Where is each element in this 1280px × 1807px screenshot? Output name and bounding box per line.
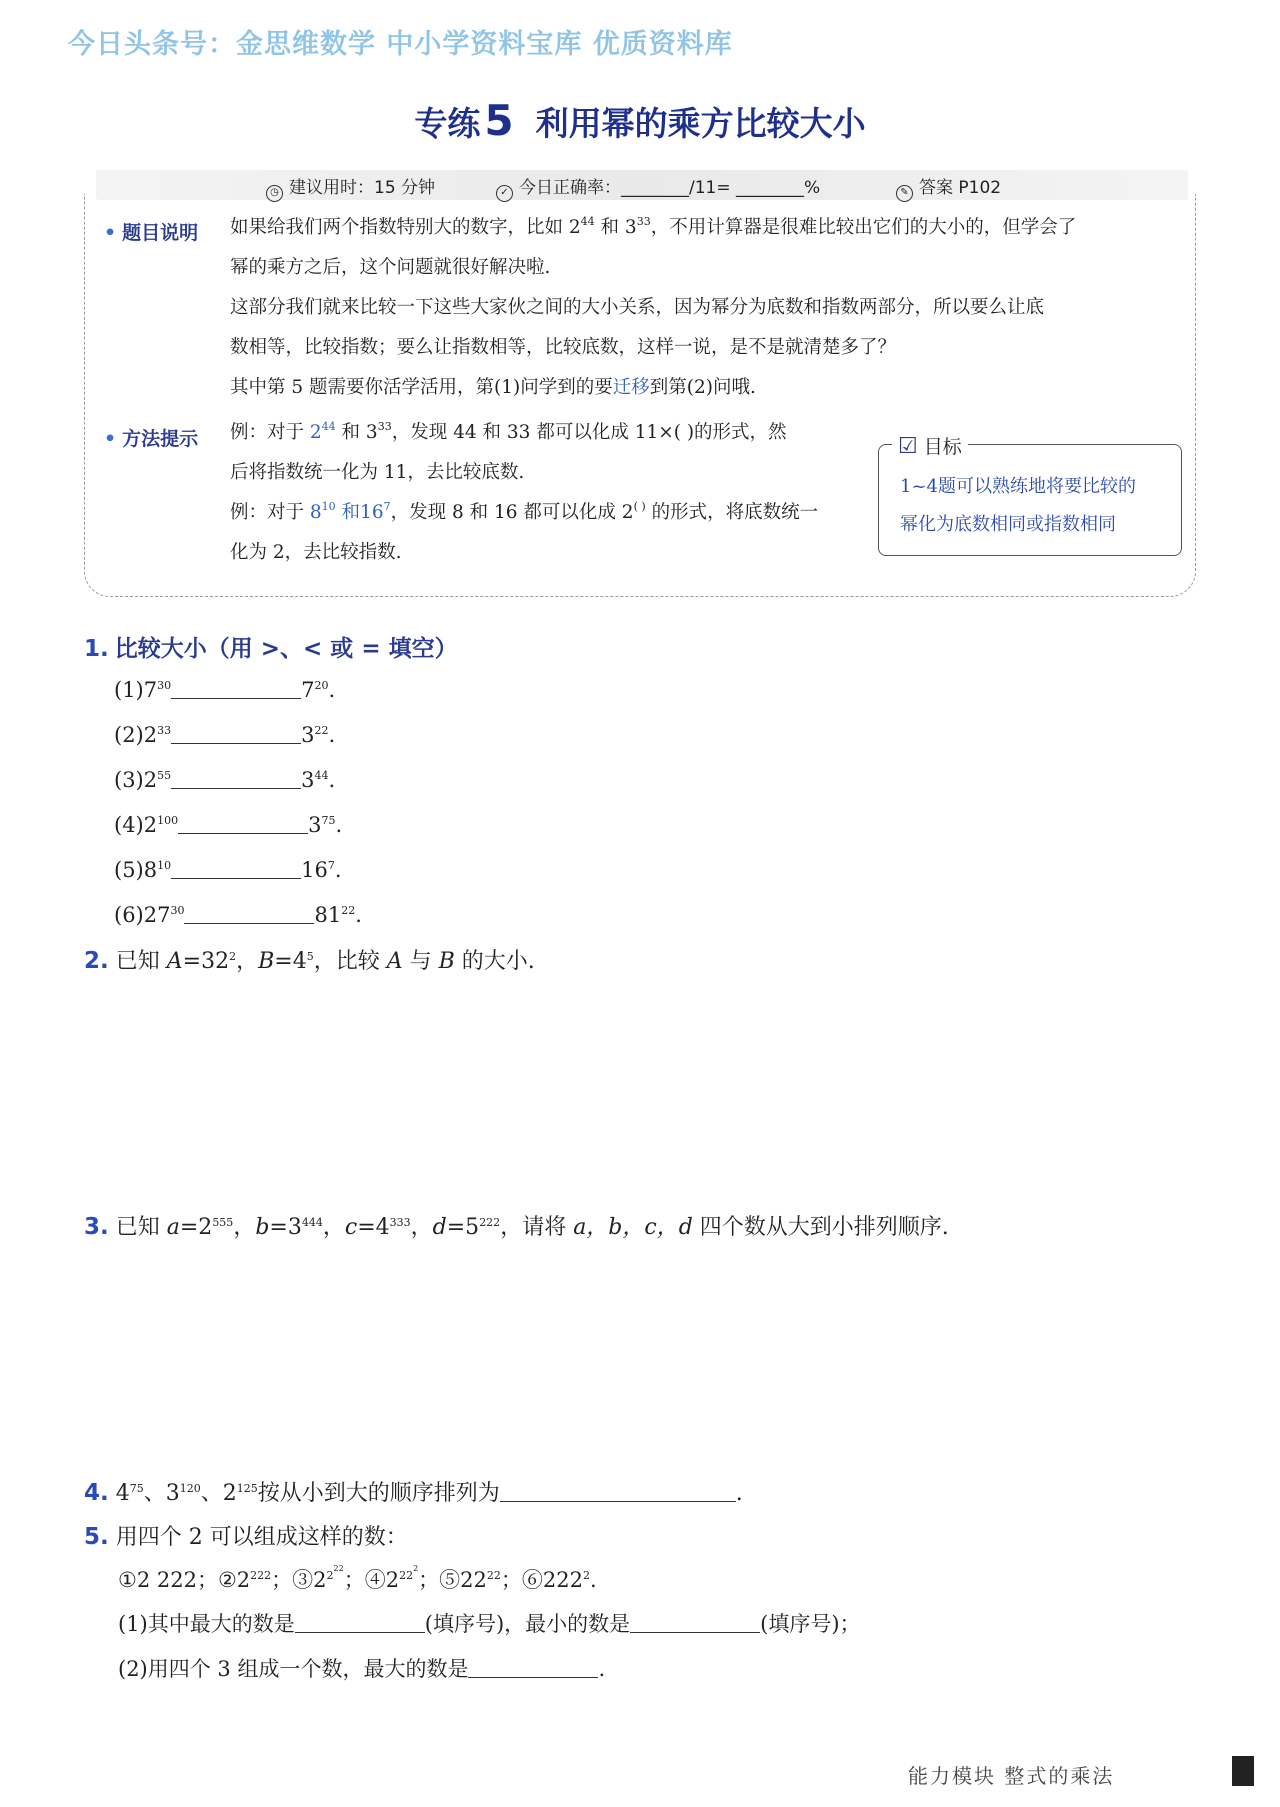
check-circle-icon: ✓ — [496, 185, 513, 202]
q5-sub-2: (2)用四个 3 组成一个数，最大的数是 . — [118, 1657, 606, 1681]
q5-number-list: ①2 222；$②2^{222}$；$③2^{2^{22}}$；$④2^{22^2}$；$⑤22^{22}$；$⑥222^2$. — [118, 1564, 597, 1592]
goal-text: 1~4题可以熟练地将要比较的 幂化为底数相同或指数相同 — [900, 476, 1136, 535]
goal-title: ☑ 目标 — [892, 432, 968, 459]
q1-item-4: $(4)2^{100}$ $3^{75}$. — [114, 813, 343, 837]
watermark: 今日头条号：金思维数学 中小学资料宝库 优质资料库 — [68, 29, 733, 60]
pen-icon: ✎ — [896, 185, 913, 202]
q1-item-6: $(6)27^{30}$ $81^{22}$. — [114, 903, 362, 927]
title-prefix: 专练 — [414, 104, 481, 143]
q1-item-1: $(1)7^{30}$ $7^{20}$. — [114, 678, 336, 702]
page-title — [0, 96, 1280, 145]
answer-blank[interactable] — [171, 768, 301, 789]
question-4: 4. $4^{75}$、$3^{120}$、$2^{125}$按从小到大的顺序排列为 . — [84, 1480, 743, 1506]
question-1-header: 1. 比较大小（用 >、< 或 = 填空） — [84, 636, 458, 662]
title-text: 利用幂的乘方比较大小 — [535, 104, 866, 143]
answer-blank[interactable] — [171, 723, 301, 744]
answer-page: ✎ 答案 P102 — [896, 173, 1001, 202]
q1-item-2: $(2)2^{33}$ $3^{22}$. — [114, 723, 336, 747]
question-5-header: 5. 用四个 2 可以组成这样的数： — [84, 1524, 408, 1550]
clock-icon: ◷ — [266, 185, 283, 202]
footer-module: 能力模块 整式的乘法 — [908, 1764, 1115, 1788]
page-corner-mark — [1232, 1756, 1254, 1786]
answer-blank[interactable] — [171, 678, 301, 699]
question-2: 2. 已知 $A=32^2$，$B=4^5$，比较 A 与 B 的大小. — [84, 948, 535, 974]
method-hint: 例：对于 $2^{44}$ 和 $3^{33}$，发现 44 和 33 都可以化成 11×( )的形式，然 后将指数统一化为 11，去比较底数. 例：对于 $8^{10}$ 和$16^7$，发现 8 和 16 都可以化成 2( ) 的形式，将底数统一 化为 2，去比较指数. — [230, 420, 819, 563]
answer-blank[interactable] — [178, 813, 308, 834]
answer-blank[interactable] — [500, 1481, 736, 1502]
answer-blank[interactable] — [184, 903, 314, 924]
answer-blank[interactable] — [468, 1657, 598, 1678]
intro-description: 如果给我们两个指数特别大的数字，比如 $2^{44}$ 和 $3^{33}$，不用计算器是很难比较出它们的大小的，但学会了 幂的乘方之后，这个问题就很好解决啦. 这部分我们就来比较一下这些大家伙之间的大小关系，因为幂分为底数和指数两部分，所以要么让底 数相等，比较指数；要么让指数相等，比较底数，这样一说，是不是就清楚多了？ 其中第 5 题需要你活学活用，第(1)问学到的要迁移到第(2)问哦. — [230, 215, 1077, 398]
answer-blank[interactable] — [295, 1612, 425, 1633]
answer-blank[interactable] — [171, 858, 301, 879]
q1-item-3: $(3)2^{55}$ $3^{44}$. — [114, 768, 336, 792]
label-description: • 题目说明 — [104, 222, 199, 244]
title-number: 5 — [484, 96, 514, 145]
accuracy-rate: ✓ 今日正确率：________/11= ________% — [496, 173, 820, 202]
q5-sub-1: (1)其中最大的数是 (填序号)，最小的数是 (填序号)； — [118, 1612, 861, 1636]
question-3: 3. 已知 $a=2^{555}$，$b=3^{444}$，$c=4^{333}$，$d=5^{222}$，请将 a，b，c，d 四个数从大到小排列顺序. — [84, 1214, 949, 1240]
label-method: • 方法提示 — [104, 428, 199, 450]
checkbox-check-icon: ☑ — [898, 434, 918, 459]
q1-item-5: $(5)8^{10}$ $16^7$. — [114, 858, 342, 882]
answer-blank[interactable] — [630, 1612, 760, 1633]
suggested-time: ◷ 建议用时：15 分钟 — [266, 173, 435, 202]
